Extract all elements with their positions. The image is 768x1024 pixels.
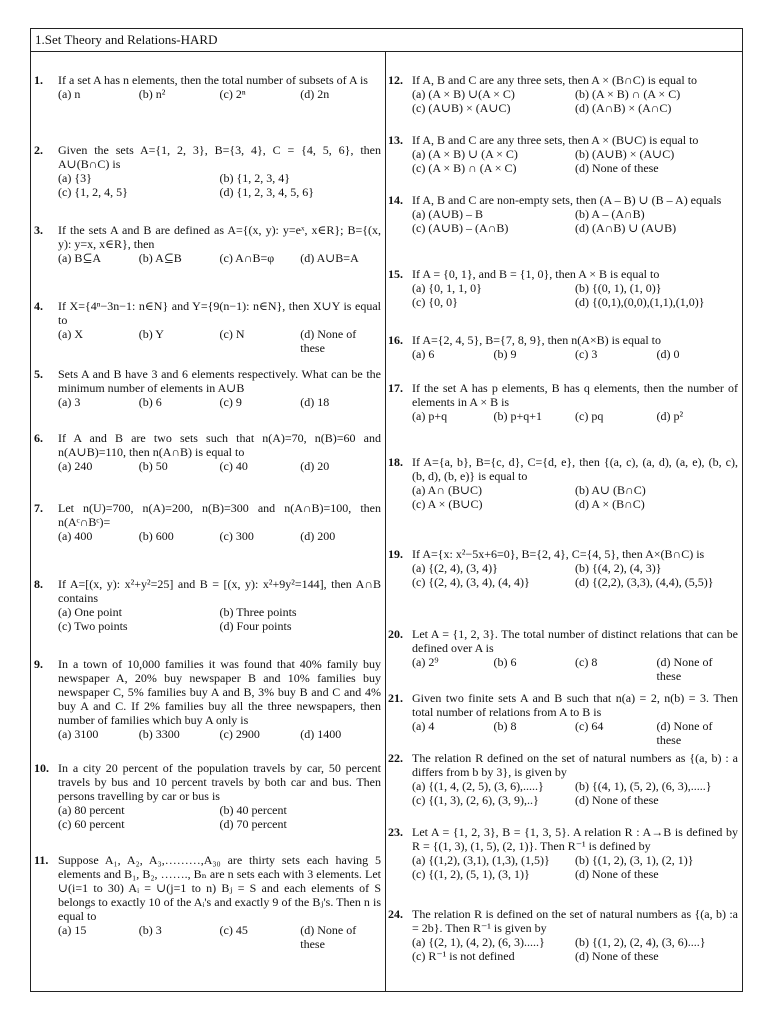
answer-option[interactable]: (d) Four points (219, 619, 292, 633)
answer-option[interactable]: (c) 64 (575, 719, 604, 733)
answer-options (58, 803, 381, 831)
answer-option[interactable]: (b) 6 (493, 655, 517, 669)
answer-option[interactable]: (a) {(1, 4, (2, 5), (3, 6),.....} (412, 779, 544, 793)
answer-option[interactable]: (d) 200 (300, 529, 336, 543)
answer-option[interactable]: (c) (A∪B) – (A∩B) (412, 221, 509, 235)
answer-option[interactable]: (b) A∪ (B∩C) (575, 483, 646, 497)
question-number: 5. (34, 367, 43, 381)
question-17 (386, 381, 742, 423)
answer-option[interactable]: (b) 3 (138, 923, 162, 937)
answer-option[interactable]: (c) N (219, 327, 245, 341)
question-text: If the sets A and B are defined as A={(x, y): y=eˣ, x∈R}; B={(x, y): y=x, x∈R}, then (58, 223, 381, 251)
answer-option[interactable]: (d) 18 (300, 395, 330, 409)
answer-option[interactable]: (a) 2⁹ (412, 655, 439, 669)
answer-options (58, 251, 381, 265)
question-6 (31, 431, 385, 473)
answer-option[interactable]: (c) A∩B=φ (219, 251, 275, 265)
question-number: 8. (34, 577, 43, 591)
question-number: 4. (34, 299, 43, 313)
question-number: 7. (34, 501, 43, 515)
right-column (386, 52, 742, 991)
answer-options (412, 779, 738, 807)
answer-option[interactable]: (a) {3} (58, 171, 92, 185)
answer-option[interactable]: (a) {(2, 4), (3, 4)} (412, 561, 498, 575)
answer-option[interactable]: (b) 6 (138, 395, 162, 409)
answer-option[interactable]: (c) 2900 (219, 727, 260, 741)
answer-option[interactable]: (a) B⊆A (58, 251, 102, 265)
answer-option[interactable]: (d) 1400 (300, 727, 342, 741)
question-19 (386, 547, 742, 589)
question-number: 22. (388, 751, 403, 765)
answer-option[interactable]: (d) None of these (656, 655, 713, 683)
answer-options (58, 459, 381, 473)
answer-option[interactable]: (a) 400 (58, 529, 93, 543)
question-18 (386, 455, 742, 511)
answer-options (412, 719, 738, 747)
question-22 (386, 751, 742, 807)
answer-options (58, 727, 381, 741)
question-text: Let n(U)=700, n(A)=200, n(B)=300 and n(A∩B)=100, then n(Aᶜ∩Bᶜ)= (58, 501, 381, 529)
question-number: 3. (34, 223, 43, 237)
answer-option[interactable]: (a) {(2, 1), (4, 2), (6, 3).....} (412, 935, 545, 949)
answer-option[interactable]: (c) (A × B) ∩ (A × C) (412, 161, 517, 175)
answer-option[interactable]: (c) R⁻¹ is not defined (412, 949, 515, 963)
question-16 (386, 333, 742, 361)
question-text: If A, B and C are any three sets, then A × (B∩C) is equal to (412, 73, 698, 87)
answer-option[interactable]: (a) (A × B) ∪ (A × C) (412, 147, 518, 161)
answer-option[interactable]: (b) {(4, 1), (5, 2), (6, 3),.....} (575, 779, 712, 793)
answer-options (58, 529, 381, 543)
answer-option[interactable]: (c) 45 (219, 923, 248, 937)
page-title: 1.Set Theory and Relations-HARD (31, 29, 742, 52)
answer-options (412, 853, 738, 881)
answer-option[interactable]: (b) (A × B) ∩ (A × C) (575, 87, 681, 101)
question-text: Given the sets A={1, 2, 3}, B={3, 4}, C = {4, 5, 6}, then A∪(B∩C) is (58, 143, 381, 171)
answer-option[interactable]: (d) None of these (575, 161, 659, 175)
question-2 (31, 143, 385, 199)
question-number: 2. (34, 143, 43, 157)
answer-option[interactable]: (a) 3 (58, 395, 81, 409)
answer-option[interactable]: (b) {(4, 2), (4, 3)} (575, 561, 662, 575)
answer-option[interactable]: (a) p+q (412, 409, 448, 423)
question-text: Suppose A₁, A₂, A₃,………,A₃₀ are thirty sets each having 5 elements and B₁, B₂, ……., Bₙ are n sets each with 3 elements. Let ∪(i=1 to 30) Aᵢ = ∪(j=1 to n) Bⱼ = S and each elements of S belongs to exactly 10 of the Aᵢ's and exactly 9 of the Bⱼ's. Then n is equal to (58, 853, 381, 923)
question-text: In a town of 10,000 families it was found that 40% family buy newspaper A, 20% buy newspaper B and 10% families buy newspaper C, 5% families buy A and B, 3% buy B and C and 4% buy A and C. If 2% families buy all the three newspapers, then number of families which buy A only is (58, 657, 381, 727)
answer-option[interactable]: (b) {(1, 2), (3, 1), (2, 1)} (575, 853, 694, 867)
answer-option[interactable]: (c) {(2, 4), (3, 4), (4, 4)} (412, 575, 530, 589)
answer-option[interactable]: (b) A – (A∩B) (575, 207, 645, 221)
answer-option[interactable]: (c) A × (B∪C) (412, 497, 483, 511)
answer-option[interactable]: (c) 8 (575, 655, 598, 669)
answer-option[interactable]: (d) (A∩B) × (A∩C) (575, 101, 672, 115)
left-column (31, 52, 386, 991)
answer-option[interactable]: (d) 70 percent (219, 817, 287, 831)
question-text: If A={a, b}, B={c, d}, C={d, e}, then {(a, c), (a, d), (a, e), (b, c), (b, d), (b, e)} is equal to (412, 455, 738, 483)
answer-option[interactable]: (c) {(1, 3), (2, 6), (3, 9),..} (412, 793, 539, 807)
question-14 (386, 193, 742, 235)
answer-option[interactable]: (b) {(1, 2), (2, 4), (3, 6)....} (575, 935, 706, 949)
answer-option[interactable]: (b) 9 (493, 347, 517, 361)
answer-options (412, 561, 738, 589)
answer-option[interactable]: (d) None of these (575, 793, 659, 807)
answer-option[interactable]: (b) {1, 2, 3, 4} (219, 171, 291, 185)
answer-option[interactable]: (d) None of these (575, 949, 659, 963)
question-number: 13. (388, 133, 403, 147)
answer-options (412, 147, 738, 175)
answer-option[interactable]: (d) None of these (575, 867, 659, 881)
question-text: Let A = {1, 2, 3}. The total number of distinct relations that can be defined over A is (412, 627, 738, 655)
answer-option[interactable]: (a) 15 (58, 923, 87, 937)
question-21 (386, 691, 742, 747)
answer-option[interactable]: (c) Two points (58, 619, 128, 633)
answer-options (412, 409, 738, 423)
answer-option[interactable]: (a) A∩ (B∪C) (412, 483, 483, 497)
question-number: 23. (388, 825, 403, 839)
answer-options (412, 281, 738, 309)
answer-options (58, 395, 381, 409)
answer-option[interactable]: (b) Three points (219, 605, 297, 619)
answer-option[interactable]: (a) 6 (412, 347, 435, 361)
question-4 (31, 299, 385, 355)
answer-option[interactable]: (c) pq (575, 409, 604, 423)
answer-option[interactable]: (b) 600 (138, 529, 174, 543)
question-13 (386, 133, 742, 175)
answer-option[interactable]: (d) (A∩B) ∪ (A∪B) (575, 221, 677, 235)
question-number: 9. (34, 657, 43, 671)
question-columns (31, 52, 742, 991)
answer-options (412, 935, 738, 963)
question-text: In a city 20 percent of the population travels by car, 50 percent travels by bus and 10 percent travels by both car and bus. Then persons travelling by car or bus is (58, 761, 381, 803)
question-number: 6. (34, 431, 43, 445)
question-text: Sets A and B have 3 and 6 elements respectively. What can be the minimum number of elements in A∪B (58, 367, 381, 395)
answer-option[interactable]: (a) {0, 1, 1, 0} (412, 281, 482, 295)
answer-option[interactable]: (d) A∪B=A (300, 251, 359, 265)
question-number: 10. (34, 761, 49, 775)
answer-options (412, 207, 738, 235)
answer-option[interactable]: (c) 3 (575, 347, 598, 361)
answer-option[interactable]: (d) 0 (656, 347, 680, 361)
answer-option[interactable]: (c) 60 percent (58, 817, 125, 831)
question-text: Let A = {1, 2, 3}, B = {1, 3, 5}. A relation R : A→B is defined by R = {(1, 3), (1, 5), (2, 1)}. Then R⁻¹ is defined by (412, 825, 738, 853)
question-9 (31, 657, 385, 741)
answer-options (412, 655, 738, 683)
answer-options (58, 327, 381, 355)
question-1 (31, 73, 385, 101)
answer-option[interactable]: (b) Y (138, 327, 164, 341)
answer-option[interactable]: (d) 2n (300, 87, 330, 101)
question-text: If A=[(x, y): x²+y²=25] and B = [(x, y): x²+9y²=144], then A∩B contains (58, 577, 381, 605)
answer-option[interactable]: (b) 3300 (138, 727, 180, 741)
question-10 (31, 761, 385, 831)
answer-option[interactable]: (a) {(1,2), (3,1), (1,3), (1,5)} (412, 853, 550, 867)
answer-option[interactable]: (c) (A∪B) × (A∪C) (412, 101, 511, 115)
question-15 (386, 267, 742, 309)
answer-options (58, 87, 381, 101)
question-number: 24. (388, 907, 403, 921)
answer-option[interactable]: (d) {(0,1),(0,0),(1,1),(1,0)} (575, 295, 705, 309)
answer-option[interactable]: (c) 300 (219, 529, 254, 543)
question-number: 12. (388, 73, 403, 87)
answer-option[interactable]: (d) {1, 2, 3, 4, 5, 6} (219, 185, 315, 199)
answer-options (412, 347, 738, 361)
answer-option[interactable]: (d) A × (B∩C) (575, 497, 645, 511)
answer-option[interactable]: (b) {(0, 1), (1, 0)} (575, 281, 662, 295)
answer-option[interactable]: (b) (A∪B) × (A∪C) (575, 147, 675, 161)
answer-option[interactable]: (a) One point (58, 605, 122, 619)
question-3 (31, 223, 385, 265)
question-text: The relation R defined on the set of natural numbers as {(a, b) : a differs from b by 3}, is given by (412, 751, 738, 779)
worksheet-page (30, 28, 743, 992)
answer-option[interactable]: (c) 9 (219, 395, 242, 409)
question-24 (386, 907, 742, 963)
question-number: 17. (388, 381, 403, 395)
answer-option[interactable]: (d) None of these (300, 327, 357, 355)
answer-option[interactable]: (a) 240 (58, 459, 93, 473)
question-12 (386, 73, 742, 115)
question-text: If A and B are two sets such that n(A)=70, n(B)=60 and n(A∪B)=110, then n(A∩B) is equal to (58, 431, 381, 459)
question-text: If the set A has p elements, B has q elements, then the number of elements in A × B is (412, 381, 738, 409)
question-number: 18. (388, 455, 403, 469)
question-text: If a set A has n elements, then the total number of subsets of A is (58, 73, 368, 87)
question-5 (31, 367, 385, 409)
answer-option[interactable]: (d) {(2,2), (3,3), (4,4), (5,5)} (575, 575, 714, 589)
question-number: 19. (388, 547, 403, 561)
answer-option[interactable]: (a) (A∪B) – B (412, 207, 484, 221)
answer-option[interactable]: (a) n (58, 87, 81, 101)
answer-option[interactable]: (b) 8 (493, 719, 517, 733)
question-text: If A, B and C are any three sets, then A × (B∪C) is equal to (412, 133, 699, 147)
question-text: The relation R is defined on the set of natural numbers as {(a, b) :a = 2b}. Then R⁻¹ is given by (412, 907, 738, 935)
question-7 (31, 501, 385, 543)
answer-options (412, 483, 738, 511)
answer-option[interactable]: (a) 80 percent (58, 803, 125, 817)
question-23 (386, 825, 742, 881)
answer-option[interactable]: (b) 50 (138, 459, 168, 473)
question-20 (386, 627, 742, 683)
question-text: If X={4ⁿ−3n−1: n∈N} and Y={9(n−1): n∈N}, then X∪Y is equal to (58, 299, 381, 327)
question-number: 21. (388, 691, 403, 705)
answer-option[interactable]: (a) X (58, 327, 83, 341)
answer-option[interactable]: (c) 40 (219, 459, 248, 473)
answer-options (58, 923, 381, 951)
answer-option[interactable]: (b) 40 percent (219, 803, 287, 817)
answer-option[interactable]: (d) p² (656, 409, 684, 423)
question-11 (31, 853, 385, 951)
question-text: If A, B and C are non-empty sets, then (A – B) ∪ (B – A) equals (412, 193, 722, 207)
answer-options (58, 171, 381, 199)
answer-option[interactable]: (a) 3100 (58, 727, 99, 741)
answer-option[interactable]: (d) None of these (656, 719, 713, 747)
answer-option[interactable]: (c) {0, 0} (412, 295, 458, 309)
question-8 (31, 577, 385, 633)
question-number: 1. (34, 73, 43, 87)
answer-option[interactable]: (a) (A × B) ∪(A × C) (412, 87, 515, 101)
question-number: 15. (388, 267, 403, 281)
question-text: Given two finite sets A and B such that n(a) = 2, n(b) = 3. Then total number of relations from A to B is (412, 691, 738, 719)
answer-option[interactable]: (c) {(1, 2), (5, 1), (3, 1)} (412, 867, 530, 881)
answer-options (412, 87, 738, 115)
answer-option[interactable]: (b) n² (138, 87, 166, 101)
question-number: 11. (34, 853, 49, 867)
question-text: If A={x: x²−5x+6=0}, B={2, 4}, C={4, 5}, then A×(B∩C) is (412, 547, 705, 561)
answer-option[interactable]: (b) A⊆B (138, 251, 182, 265)
answer-option[interactable]: (d) None of these (300, 923, 357, 951)
answer-option[interactable]: (d) 20 (300, 459, 330, 473)
answer-option[interactable]: (c) 2ⁿ (219, 87, 246, 101)
answer-option[interactable]: (a) 4 (412, 719, 435, 733)
question-number: 14. (388, 193, 403, 207)
question-text: If A={2, 4, 5}, B={7, 8, 9}, then n(A×B) is equal to (412, 333, 661, 347)
question-text: If A = {0, 1}, and B = {1, 0}, then A × B is equal to (412, 267, 660, 281)
answer-options (58, 605, 381, 633)
question-number: 16. (388, 333, 403, 347)
answer-option[interactable]: (c) {1, 2, 4, 5} (58, 185, 128, 199)
question-number: 20. (388, 627, 403, 641)
answer-option[interactable]: (b) p+q+1 (493, 409, 543, 423)
